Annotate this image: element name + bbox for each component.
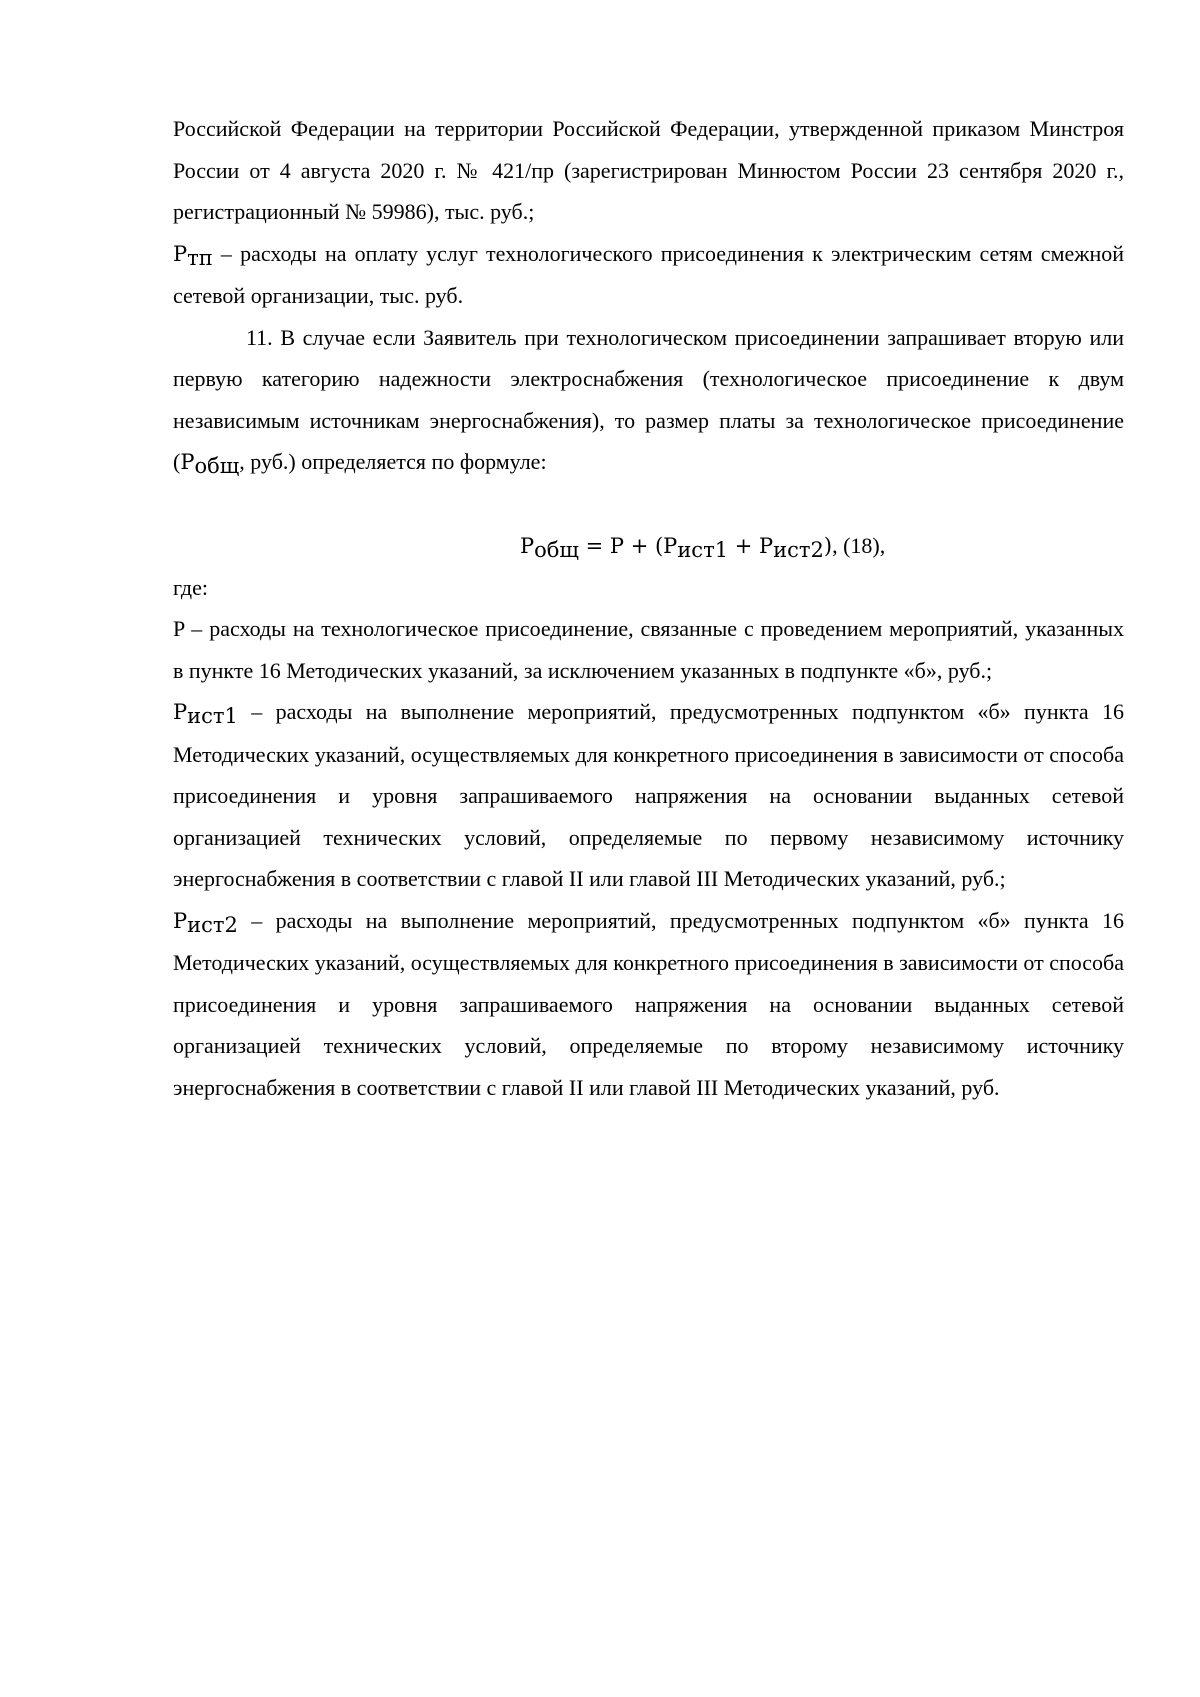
subscript-obshch: общ [194, 454, 240, 478]
symbol-p: P [173, 241, 188, 266]
definition-p-ist2 [173, 900, 1124, 1109]
formula-term2-symbol: P [759, 533, 774, 558]
definition-p-tp [173, 233, 1124, 317]
symbol-p: P [173, 700, 188, 724]
formula-plus: + [728, 533, 760, 558]
subscript-ist1: ист1 [187, 704, 238, 728]
formula-equals: = P + ( [578, 533, 664, 558]
definition-p: P – расходы на технологическое присоединение, связанные с проведением мероприятий, указанных в пункте 16 Методических указаний, за исключением указанных в подпункте «б», руб.; [173, 616, 1124, 683]
paragraph-text-end: , руб.) определяется по формуле: [239, 449, 547, 474]
paragraph-text: 11. В случае если Заявитель при технологическом присоединении запрашивает вторую или первую категорию надежности электроснабжения (технологическое присоединение к двум независимым источникам энергоснабжения), то размер платы за технологическое присоединение ( [173, 324, 1124, 474]
formula-term1-subscript: ист1 [677, 537, 729, 562]
formula-number: , (18), [832, 532, 886, 558]
formula-lhs-symbol: P [520, 533, 535, 558]
paragraph-continuation: Российской Федерации на территории Российской Федерации, утвержденной приказом Минстроя России от 4 августа 2020 г. № 421/пр (зарегистрирован Минюстом России 23 сентября 2020 г., регистрационный № 59986), тыс. руб.; [173, 116, 1124, 224]
formula-close-paren: ) [823, 533, 833, 558]
paragraph-item-11 [173, 317, 1124, 484]
subscript-tp: тп [187, 245, 213, 270]
formula-18 [173, 484, 1124, 567]
formula-lhs-subscript: общ [534, 537, 579, 562]
formula-term1-symbol: P [663, 533, 678, 558]
formula-term2-subscript: ист2 [773, 537, 824, 562]
where-label: где: [173, 574, 208, 600]
symbol-p: P [173, 908, 188, 933]
symbol-p: P [180, 450, 195, 474]
definition-text: – расходы на выполнение мероприятий, предусмотренных подпунктом «б» пункта 16 Методических указаний, осуществляемых для конкретного присоединения в зависимости от способа присоединения и уровня запрашиваемого напряжения на основании выданных сетевой организацией технических условий, определяемые по первому независимому источнику энергоснабжения в соответствии с главой II или главой III Методических указаний, руб.; [173, 699, 1124, 891]
subscript-ist2: ист2 [187, 912, 238, 937]
definition-text: – расходы на оплату услуг технологического присоединения к электрическим сетям смежной сетевой организации, тыс. руб. [173, 240, 1124, 308]
definition-p-ist1 [173, 691, 1124, 900]
definition-text: – расходы на выполнение мероприятий, предусмотренных подпунктом «б» пункта 16 Методических указаний, осуществляемых для конкретного присоединения в зависимости от способа присоединения и уровня запрашиваемого напряжения на основании выданных сетевой организацией технических условий, определяемые по второму независимому источнику энергоснабжения в соответствии с главой II или главой III Методических указаний, руб. [173, 907, 1124, 1100]
